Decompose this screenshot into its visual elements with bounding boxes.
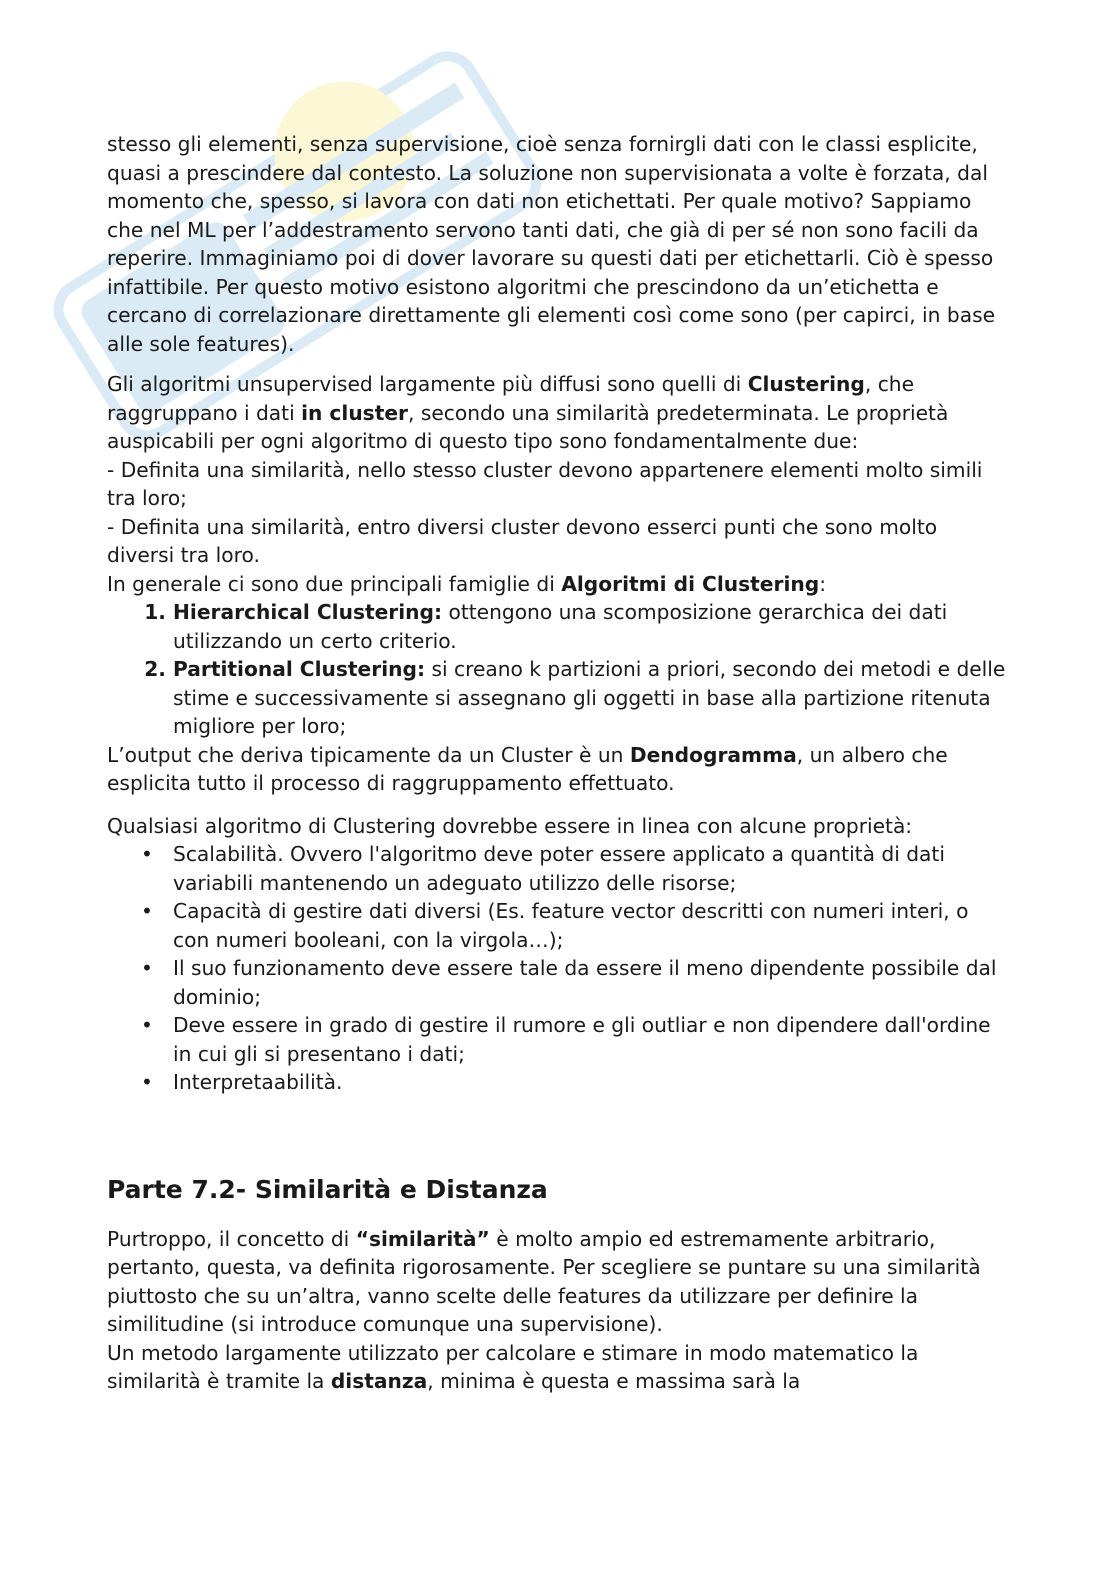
paragraph-distance (107, 1339, 1007, 1396)
paragraph-intro: stesso gli elementi, senza supervisione, cioè senza fornirgli dati con le classi esplicite, quasi a prescindere dal contesto. La soluzione non supervisionata a volte è forzata, dal momento che, spesso, si lavora con dati non etichettati. Per quale motivo? Sappiamo che nel ML per l’addestramento servono tanti dati, che già di per sé non sono facili da reperire. Immaginiamo poi di dover lavorare su questi dati per etichettarli. Ciò è spesso infattibile. Per questo motivo esistono algoritmi che prescindono da un’etichetta e cercano di correlazionare direttamente gli elementi così come sono (per capirci, in base alle sole features). (107, 132, 996, 356)
text-run: , un albero che esplicita tutto il processo di raggruppamento effettuato. (107, 742, 948, 795)
list-item-text: si creano k partizioni a priori, secondo dei metodi e delle stime e successivamente si assegnano gli oggetti in base alla partizione ritenuta migliore per loro; (173, 657, 1006, 738)
dash-item-1: - Definita una similarità, nello stesso cluster devono appartenere elementi molto simili tra loro; (107, 457, 983, 510)
bold-term-algoritmi: Algoritmi di Clustering (561, 571, 820, 596)
bullet-icon: • (141, 842, 153, 866)
bold-term-in-cluster: in cluster (301, 400, 409, 425)
text-run: Un metodo largamente utilizzato per calcolare e stimare in modo matematico la similarità è tramite la (107, 1340, 919, 1393)
document-page (107, 130, 1007, 1396)
list-item-text: Capacità di gestire dati diversi (Es. feature vector descritti con numeri interi, o con numeri booleani, con la virgola…); (173, 899, 969, 952)
list-item (141, 1011, 1007, 1068)
list-item (141, 1068, 1007, 1097)
bold-term-similarita: “similarità” (355, 1226, 490, 1251)
list-item-term: Partitional Clustering: (173, 657, 426, 681)
list-item-term: Hierarchical Clustering: (173, 600, 443, 624)
ordered-list (107, 598, 1007, 741)
bullet-icon: • (141, 1070, 153, 1094)
list-item (173, 655, 1007, 741)
paragraph-dendogram (107, 741, 1007, 798)
list-item (141, 954, 1007, 1011)
text-run: , che raggruppano i dati (107, 372, 915, 425)
list-item (141, 897, 1007, 954)
list-item-text: Interpretaabilità. (173, 1070, 343, 1094)
list-item-text: Scalabilità. Ovvero l'algoritmo deve poter essere applicato a quantità di dati variabili mantenendo un adeguato utilizzo delle risorse; (173, 842, 945, 895)
bold-term-distanza: distanza (330, 1369, 428, 1393)
text-run: , secondo una similarità predeterminata. Le proprietà auspicabili per ogni algoritmo di questo tipo sono fondamentalmente due: (107, 400, 949, 453)
text-run: , minima è questa e massima sarà la (427, 1369, 801, 1393)
text-run: Gli algoritmi unsupervised largamente più diffusi sono quelli di (107, 372, 748, 396)
text-run: è molto ampio ed estremamente arbitrario, pertanto, questa, va definita rigorosamente. Per scegliere se puntare su una similarità piuttosto che su un’altra, vanno scelte delle features da utilizzare per definire la similitudine (si introduce comunque una supervisione). (107, 1226, 981, 1336)
section-heading: Parte 7.2- Similarità e Distanza (107, 1174, 548, 1204)
list-item (141, 840, 1007, 897)
bold-term-dendogramma: Dendogramma (629, 742, 797, 767)
text-run: Purtroppo, il concetto di (107, 1226, 356, 1251)
text-run: : (819, 571, 826, 596)
list-item-text: ottengono una scomposizione gerarchica dei dati utilizzando un certo criterio. (173, 600, 948, 653)
list-item (173, 598, 1007, 655)
bullet-icon: • (141, 899, 153, 923)
paragraph-properties: Qualsiasi algoritmo di Clustering dovrebbe essere in linea con alcune proprietà: (107, 813, 913, 838)
bold-term-clustering: Clustering (747, 372, 865, 396)
text-run: L’output che deriva tipicamente da un Cluster è un (107, 742, 630, 767)
bullet-list (107, 840, 1007, 1097)
paragraph-clustering (107, 370, 1007, 456)
dash-item-2: - Definita una similarità, entro diversi cluster devono esserci punti che sono molto diversi tra loro. (107, 514, 938, 567)
text-run: In generale ci sono due principali famiglie di (107, 571, 562, 596)
paragraph-similarity (107, 1225, 1007, 1339)
list-item-text: Deve essere in grado di gestire il rumore e gli outliar e non dipendere dall'ordine in cui gli si presentano i dati; (173, 1013, 991, 1066)
bullet-icon: • (141, 1013, 153, 1037)
list-item-text: Il suo funzionamento deve essere tale da essere il meno dipendente possibile dal dominio; (173, 956, 997, 1009)
bullet-icon: • (141, 956, 153, 980)
paragraph-families (107, 570, 1007, 599)
